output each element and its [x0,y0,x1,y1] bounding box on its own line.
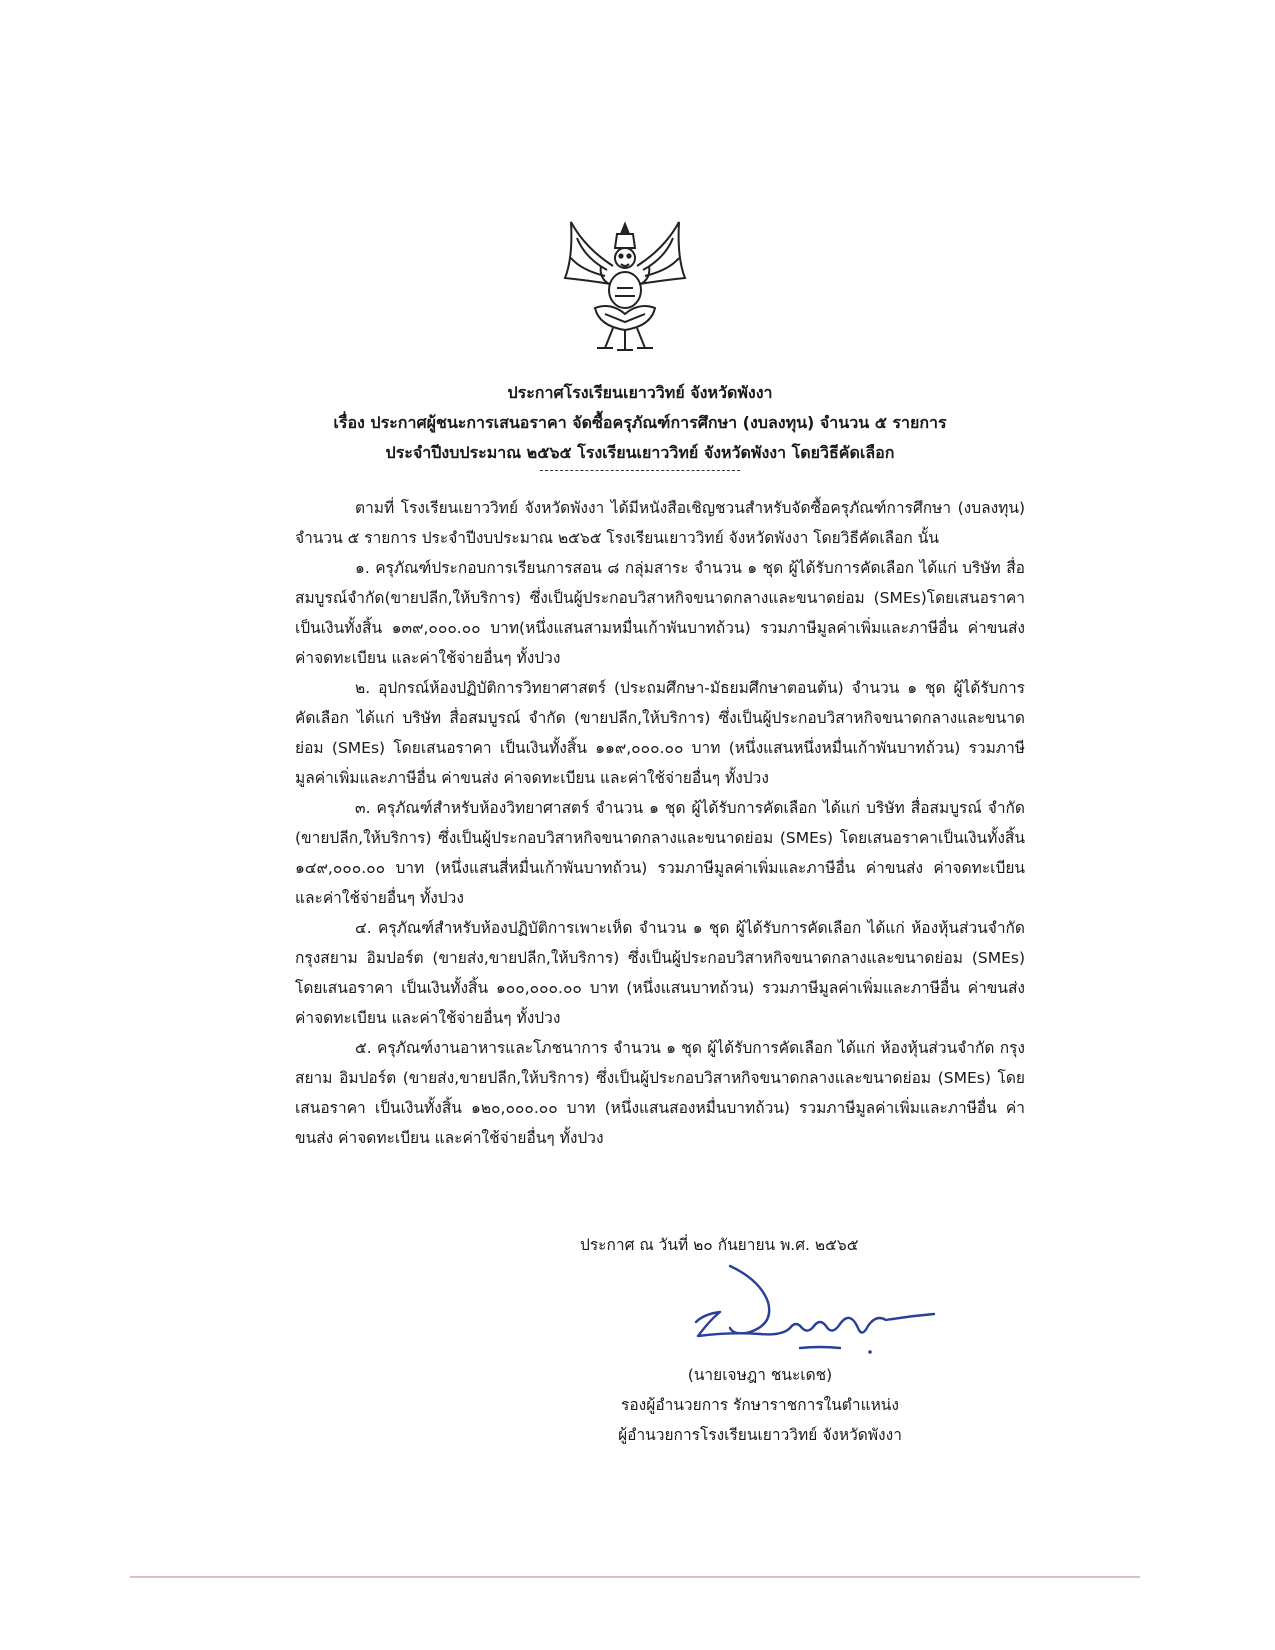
signer-position: รองผู้อำนวยการ รักษาราชการในตำแหน่ง [621,1396,899,1414]
item-paragraph-3: ๓. ครุภัณฑ์สำหรับห้องวิทยาศาสตร์ จำนวน ๑ ชุด ผู้ได้รับการคัดเลือก ได้แก่ บริษัท สื่อสมบูรณ์ จำกัด (ขายปลีก,ให้บริการ) ซึ่งเป็นผู้ประกอบวิสาหกิจขนาดกลางและขนาดย่อม (SMEs) โดยเสนอราคาเป็นเงินทั้งสิ้น ๑๔๙,๐๐๐.๐๐ บาท (หนึ่งแสนสี่หมื่นเก้าพันบาทถ้วน) รวมภาษีมูลค่าเพิ่มและภาษีอื่น ค่าขนส่ง ค่าจดทะเบียน และค่าใช้จ่ายอื่นๆ ทั้งปวง [295,799,1025,907]
header-divider [540,470,740,471]
item-paragraph-1: ๑. ครุภัณฑ์ประกอบการเรียนการสอน ๘ กลุ่มสาระ จำนวน ๑ ชุด ผู้ได้รับการคัดเลือก ได้แก่ บริษัท สื่อสมบูรณ์จำกัด(ขายปลีก,ให้บริการ) ซึ่งเป็นผู้ประกอบวิสาหกิจขนาดกลางและขนาดย่อม (SMEs)โดยเสนอราคาเป็นเงินทั้งสิ้น ๑๓๙,๐๐๐.๐๐ บาท(หนึ่งแสนสามหมื่นเก้าพันบาทถ้วน) รวมภาษีมูลค่าเพิ่มและภาษีอื่น ค่าขนส่ง ค่าจดทะเบียน และค่าใช้จ่ายอื่นๆ ทั้งปวง [295,559,1025,667]
header-title: ประกาศโรงเรียนเยาววิทย์ จังหวัดพังงา [507,383,773,402]
announcement-date: ประกาศ ณ วันที่ ๒๐ กันยายน พ.ศ. ๒๕๖๕ [580,1236,859,1254]
announcement-header [280,378,1000,468]
header-subject: เรื่อง ประกาศผู้ชนะการเสนอราคา จัดซื้อครุภัณฑ์การศึกษา (งบลงทุน) จำนวน ๕ รายการ [333,413,947,432]
signer-block [600,1360,920,1450]
header-subject-continued: ประจำปีงบประมาณ ๒๕๖๕ โรงเรียนเยาววิทย์ จังหวัดพังงา โดยวิธีคัดเลือก [385,443,895,462]
item-paragraph-2: ๒. อุปกรณ์ห้องปฏิบัติการวิทยาศาสตร์ (ประถมศึกษา-มัธยมศึกษาตอนต้น) จำนวน ๑ ชุด ผู้ได้รับการคัดเลือก ได้แก่ บริษัท สื่อสมบูรณ์ จำกัด (ขายปลีก,ให้บริการ) ซึ่งเป็นผู้ประกอบวิสาหกิจขนาดกลางและขนาดย่อม (SMEs) โดยเสนอราคา เป็นเงินทั้งสิ้น ๑๑๙,๐๐๐.๐๐ บาท (หนึ่งแสนหนึ่งหมื่นเก้าพันบาทถ้วน) รวมภาษีมูลค่าเพิ่มและภาษีอื่น ค่าขนส่ง ค่าจดทะเบียน และค่าใช้จ่ายอื่นๆ ทั้งปวง [295,679,1025,787]
item-paragraph-4: ๔. ครุภัณฑ์สำหรับห้องปฏิบัติการเพาะเห็ด จำนวน ๑ ชุด ผู้ได้รับการคัดเลือก ได้แก่ ห้องหุ้นส่วนจำกัด กรุงสยาม อิมปอร์ต (ขายส่ง,ขายปลีก,ให้บริการ) ซึ่งเป็นผู้ประกอบวิสาหกิจขนาดกลางและขนาดย่อม (SMEs) โดยเสนอราคา เป็นเงินทั้งสิ้น ๑๐๐,๐๐๐.๐๐ บาท (หนึ่งแสนบาทถ้วน) รวมภาษีมูลค่าเพิ่มและภาษีอื่น ค่าขนส่ง ค่าจดทะเบียน และค่าใช้จ่ายอื่นๆ ทั้งปวง [295,919,1025,1027]
signer-name: (นายเจษฎา ชนะเดช) [687,1366,833,1384]
page-bottom-edge [130,1576,1140,1578]
handwritten-signature [690,1262,960,1362]
item-paragraph-5: ๕. ครุภัณฑ์งานอาหารและโภชนาการ จำนวน ๑ ชุด ผู้ได้รับการคัดเลือก ได้แก่ ห้องหุ้นส่วนจำกัด กรุงสยาม อิมปอร์ต (ขายส่ง,ขายปลีก,ให้บริการ) ซึ่งเป็นผู้ประกอบวิสาหกิจขนาดกลางและขนาดย่อม (SMEs) โดยเสนอราคา เป็นเงินทั้งสิ้น ๑๒๐,๐๐๐.๐๐ บาท (หนึ่งแสนสองหมื่นบาทถ้วน) รวมภาษีมูลค่าเพิ่มและภาษีอื่น ค่าขนส่ง ค่าจดทะเบียน และค่าใช้จ่ายอื่นๆ ทั้งปวง [295,1039,1025,1147]
signer-position-title: ผู้อำนวยการโรงเรียนเยาววิทย์ จังหวัดพังงา [618,1426,902,1444]
intro-paragraph: ตามที่ โรงเรียนเยาววิทย์ จังหวัดพังงา ได้มีหนังสือเชิญชวนสำหรับจัดซื้อครุภัณฑ์การศึกษา (งบลงทุน) จำนวน ๕ รายการ ประจำปีงบประมาณ ๒๕๖๕ โรงเรียนเยาววิทย์ จังหวัดพังงา โดยวิธีคัดเลือก นั้น [295,499,1025,547]
garuda-emblem-icon [555,218,695,358]
announcement-body [295,493,1025,1153]
